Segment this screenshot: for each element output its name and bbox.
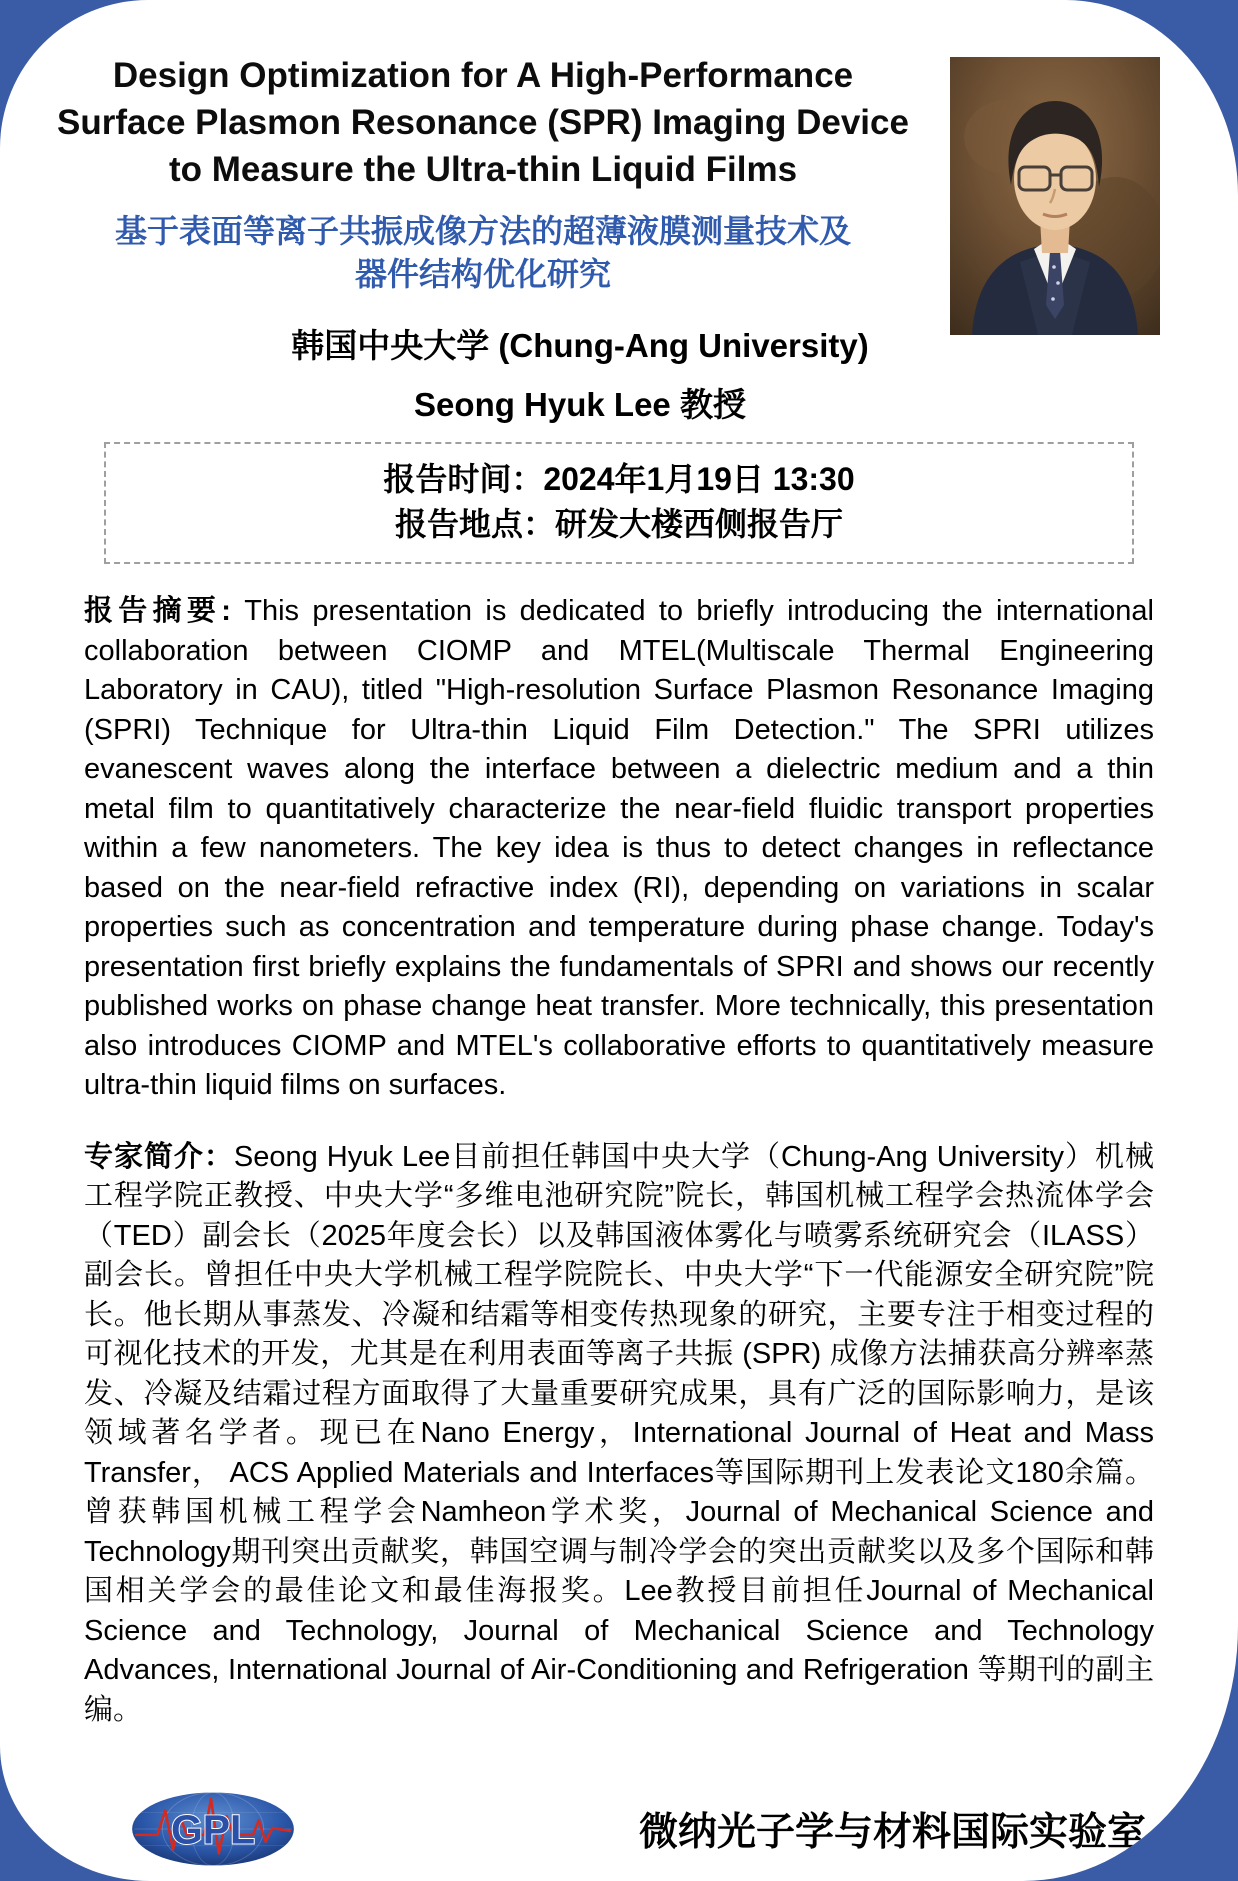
abstract-paragraph xyxy=(84,592,1154,1106)
title-line-3: to Measure the Ultra-thin Liquid Films xyxy=(168,150,798,189)
schedule-time: 报告时间：2024年1月19日 13:30 xyxy=(383,461,855,497)
title-chinese xyxy=(28,210,938,296)
lab-name: 微纳光子学与材料国际实验室 xyxy=(638,1811,1146,1854)
subtitle-line-2: 器件结构优化研究 xyxy=(354,256,611,292)
abstract-text: This presentation is dedicated to briefly introducing the international collaboration between CIOMP and MTEL(Multiscale Thermal Engineering Laboratory in CAU), titled "High-resolution Surface Plasmon Resonance Imaging (SPRI) Technique for Ultra-thin Liquid Film Detection." The SPRI utilizes evanescent waves along the interface between a dielectric medium and a thin metal film to quantitatively characterize the near-field fluidic transport properties within a few nanometers. The key idea is thus to detect changes in reflectance based on the near-field refractive index (RI), depending on variations in scalar properties such as concentration and temperature during phase change. Today's presentation first briefly explains the fundamentals of SPRI and shows our recently published works on phase change heat transfer. More technically, this presentation also introduces CIOMP and MTEL's collaborative efforts to quantitatively measure ultra-thin liquid films on surfaces. xyxy=(84,595,1154,1101)
affiliation: 韩国中央大学 (Chung-Ang University) xyxy=(291,327,869,364)
schedule-box xyxy=(104,442,1134,564)
gpl-globe-logo xyxy=(130,1791,296,1867)
title-line-1: Design Optimization for A High-Performance xyxy=(112,56,854,95)
bio-label: 专家简介： xyxy=(84,1140,234,1173)
gpl-logo-text: GPL xyxy=(170,1806,256,1853)
title-line-2: Surface Plasmon Resonance (SPR) Imaging Device xyxy=(57,103,909,142)
abstract-label: 报告摘要: xyxy=(84,595,245,627)
title-english xyxy=(28,52,938,193)
footer xyxy=(0,1789,1238,1869)
bio-text: Seong Hyuk Lee目前担任韩国中央大学（Chung-Ang University）机械工程学院正教授、中央大学“多维电池研究院”院长，韩国机械工程学会热流体学会（TED）副会长（2025年度会长）以及韩国液体雾化与喷雾系统研究会（ILASS）副会长。曾担任中央大学机械工程学院院长、中央大学“下一代能源安全研究院”院长。他长期从事蒸发、冷凝和结霜等相变传热现象的研究，主要专注于相变过程的可视化技术的开发，尤其是在利用表面等离子共振 (SPR) 成像方法捕获高分辨率蒸发、冷凝及结霜过程方面取得了大量重要研究成果，具有广泛的国际影响力，是该领域著名学者。现已在Nano Energy，International Journal of Heat and Mass Transfer， ACS Applied Materials and Interfaces等国际期刊上发表论文180余篇。曾获韩国机械工程学会Namheon学术奖，Journal of Mechanical Science and Technology期刊突出贡献奖，韩国空调与制冷学会的突出贡献奖以及多个国际和韩国相关学会的最佳论文和最佳海报奖。Lee教授目前担任Journal of Mechanical Science and Technology, Journal of Mechanical Science and Technology Advances, International Journal of Air-Conditioning and Refrigeration 等期刊的副主编。 xyxy=(84,1140,1154,1726)
gpl-logo-image xyxy=(130,1791,296,1867)
header xyxy=(28,0,938,296)
subtitle-line-1: 基于表面等离子共振成像方法的超薄液膜测量技术及 xyxy=(114,213,851,249)
schedule-location: 报告地点：研发大楼西侧报告厅 xyxy=(394,506,843,542)
bio-paragraph xyxy=(84,1138,1154,1731)
speaker-block xyxy=(84,320,1076,426)
speaker-name: Seong Hyuk Lee 教授 xyxy=(414,386,746,423)
